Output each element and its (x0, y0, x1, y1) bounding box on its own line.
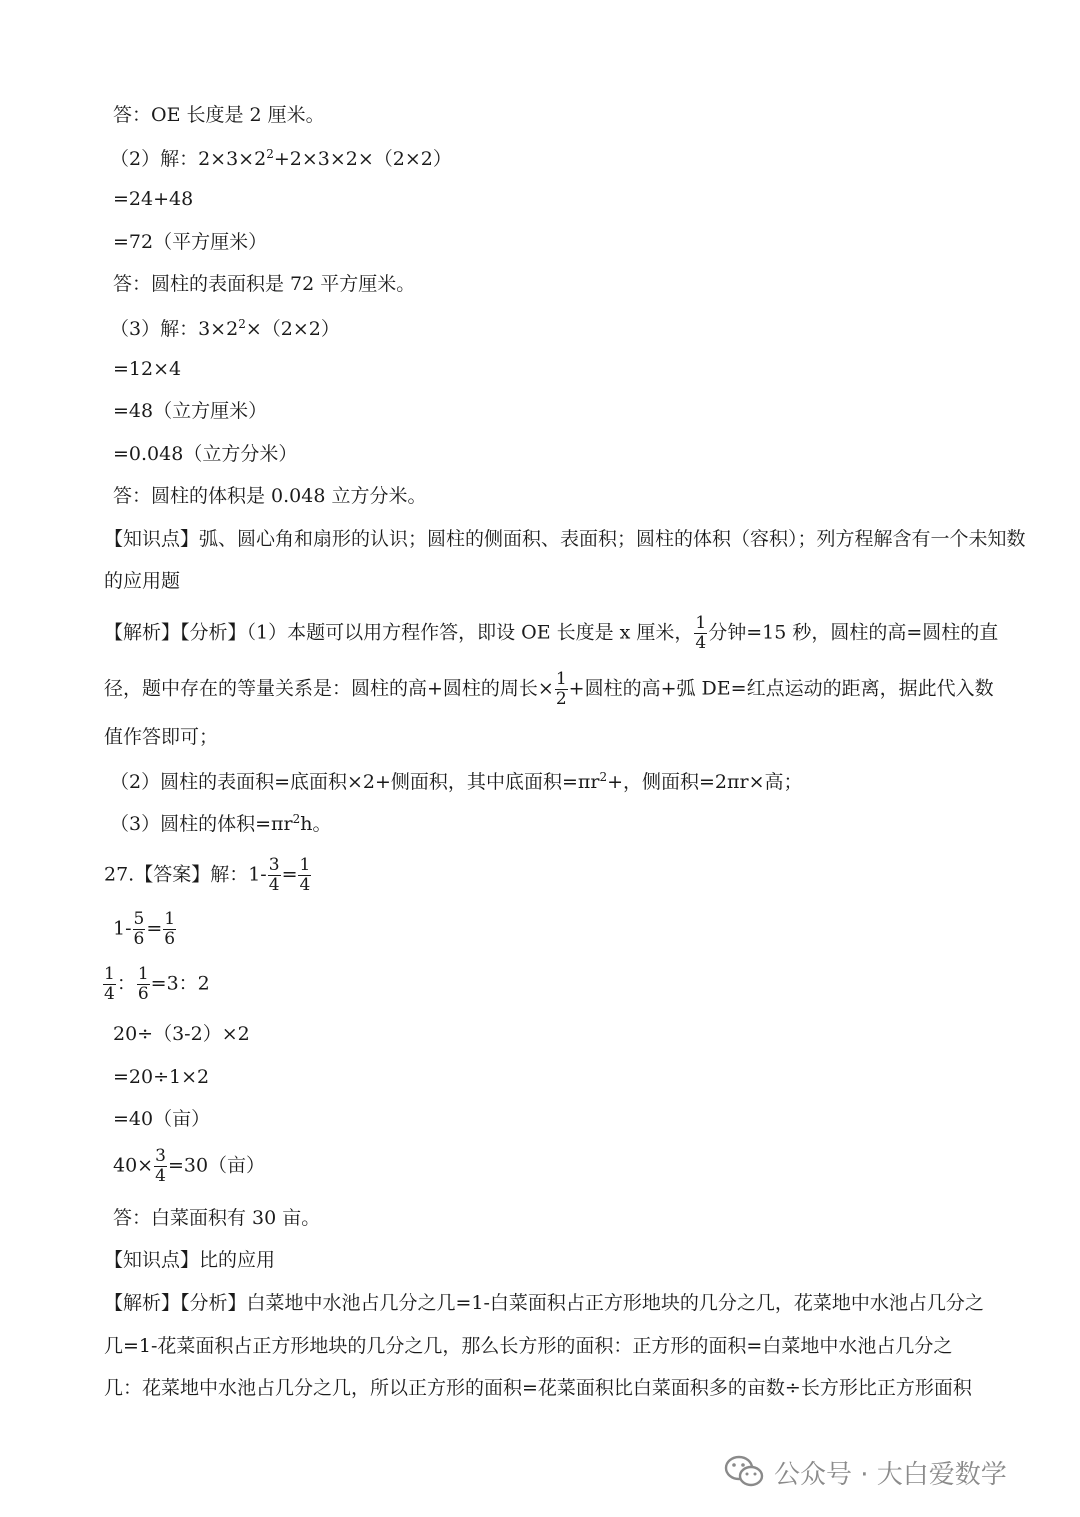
question-27-answer: 27.【答案】解：1- $\frac{3}{4}$ = $\frac{1}{4}$ (104, 855, 311, 895)
knowledge-points-27: 【知识点】比的应用 (104, 1249, 276, 1271)
fraction: $\frac{1}{4}$ (104, 964, 115, 1004)
calc-line: =24+48 (113, 188, 194, 210)
ratio-line: $\frac{1}{4}$ ： $\frac{1}{6}$ =3：2 (104, 964, 210, 1004)
fraction: $\frac{1}{4}$ (299, 855, 311, 895)
calc-line: =48（立方厘米） (113, 400, 268, 422)
analysis-27-line-3: 几：花菜地中水池占几分之几，所以正方形的面积=花菜面积比白菜面积多的亩数÷长方形比正方形面积 (104, 1377, 972, 1399)
calc-line: =0.048（立方分米） (113, 443, 298, 465)
calc-line: =40（亩） (113, 1108, 211, 1130)
wechat-icon (724, 1454, 764, 1490)
answer-cabbage-area: 答：白菜面积有 30 亩。 (113, 1207, 321, 1229)
knowledge-points: 【知识点】弧、圆心角和扇形的认识；圆柱的侧面积、表面积；圆柱的体积（容积）；列方程解含有一个未知数 (104, 528, 1026, 550)
answer-surface-area: 答：圆柱的表面积是 72 平方厘米。 (113, 273, 416, 295)
analysis-part-3: （3）圆柱的体积$=\pi r^2h$。 (110, 812, 332, 835)
solution-part-3: （3）解：$3\times 2^2\times(2\times 2)$ (110, 317, 340, 340)
fraction: $\frac{5}{6}$ (133, 909, 145, 949)
fraction: $\frac{1}{6}$ (164, 909, 176, 949)
fraction: $\frac{3}{4}$ (155, 1146, 166, 1186)
watermark (724, 1452, 1007, 1492)
solution-part-2: （2）解：$2\times 3\times 2^2+2\times 3\times 2\times(2\times 2)$ (110, 147, 452, 170)
calc-line: =12×4 (113, 358, 182, 380)
analysis-line-1: 【解析】【分析】（1）本题可以用方程作答，即设 OE 长度是 x 厘米， $\frac{1}{4}$ 分钟=15 秒，圆柱的高=圆柱的直 (104, 613, 999, 653)
knowledge-points-cont: 的应用题 (104, 570, 181, 592)
fraction: $\frac{1}{2}$ (555, 669, 567, 709)
calc-line: 40× $\frac{3}{4}$ =30（亩） (113, 1146, 266, 1186)
fraction: $\frac{1}{6}$ (137, 964, 149, 1004)
fraction: $\frac{3}{4}$ (268, 855, 280, 895)
calc-line: 20÷（3-2）×2 (113, 1023, 250, 1045)
analysis-line-3: 值作答即可； (104, 726, 219, 748)
answer-volume: 答：圆柱的体积是 0.048 立方分米。 (113, 485, 427, 507)
calc-line: 1- $\frac{5}{6}$ = $\frac{1}{6}$ (113, 909, 176, 949)
watermark-text: 公众号 · 大白爱数学 (774, 1459, 1007, 1490)
analysis-27-line-1: 【解析】【分析】白菜地中水池占几分之几=1-白菜面积占正方形地块的几分之几，花菜地中水池占几分之 (104, 1292, 984, 1314)
calc-line: =20÷1×2 (113, 1066, 210, 1088)
fraction: $\frac{1}{4}$ (695, 613, 707, 653)
answer-oe-length: 答：OE 长度是 2 厘米。 (113, 104, 325, 126)
analysis-27-line-2: 几=1-花菜面积占正方形地块的几分之几，那么长方形的面积：正方形的面积=白菜地中水池占几分之 (104, 1335, 953, 1357)
analysis-part-2: （2）圆柱的表面积=底面积×2+侧面积，其中底面积$=\pi r^2+$，侧面积=2πr×高； (110, 770, 803, 793)
analysis-line-2: 径，题中存在的等量关系是：圆柱的高+圆柱的周长× $\frac{1}{2}$ +圆柱的高+弧 DE=红点运动的距离，据此代入数 (104, 669, 994, 709)
calc-line: =72（平方厘米） (113, 231, 268, 253)
